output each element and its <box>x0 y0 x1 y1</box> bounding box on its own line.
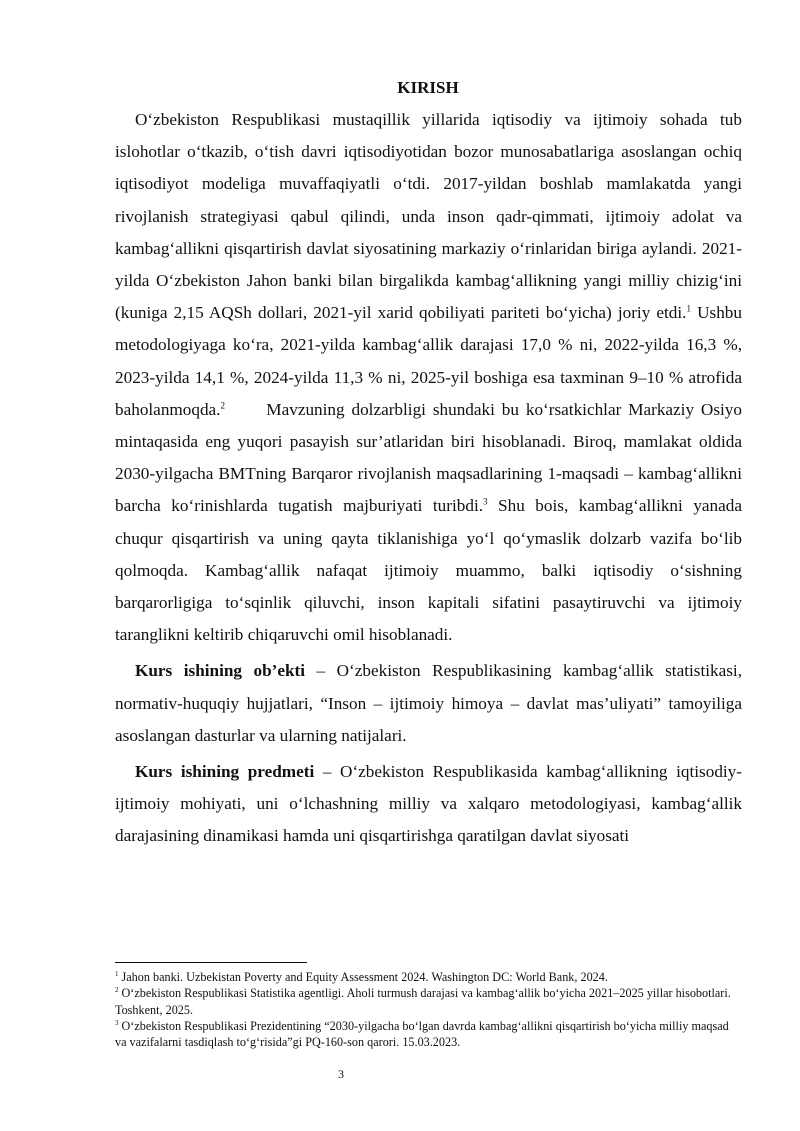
footnote-number-1: 1 <box>115 969 119 978</box>
footnote-number-2: 2 <box>115 986 119 995</box>
footnote-ref-1: 1 <box>686 303 691 314</box>
footnote-ref-2: 2 <box>220 400 225 411</box>
page-number: 3 <box>338 1067 344 1081</box>
footnote-separator <box>115 962 307 963</box>
object-label: Kurs ishining ob’ekti <box>135 661 306 681</box>
intro-text-a: O‘zbekiston Respublikasi mustaqillik yillarida iqtisodiy va ijtimoiy sohada tub islohotlar o‘tkazib, o‘tish davri iqtisodiyotidan bozor munosabatlariga asoslangan ochiq iqtisodiyot modeliga muvaffaqiyatli o‘tdi. 2017-yildan boshlab mamlakatda yangi rivojlanish strategiyasi qabul qilindi, unda inson qadr-qimmati, ijtimoiy adolat va kambag‘allikni qisqartirish davlat siyosatining markaziy o‘rinlaridan biriga aylandi. 2021-yilda O‘zbekiston Jahon banki bilan birgalikda kambag‘allikning yangi milliy chizig‘ini (kuniga 2,15 AQSh dollari, 2021-yil xarid qobiliyati pariteti bo‘yicha) joriy etdi. <box>115 110 742 323</box>
intro-paragraph <box>115 104 747 651</box>
subject-paragraph <box>115 756 742 853</box>
subject-label: Kurs ishining predmeti <box>135 762 315 782</box>
footnote-text-2: O‘zbekiston Respublikasi Statistika agentligi. Aholi turmush darajasi va kambag‘allik bo‘yicha 2021–2025 yillar hisobotlari. Toshkent, 2025. <box>115 986 731 1017</box>
footnote-text-1: Jahon banki. Uzbekistan Poverty and Equity Assessment 2024. Washington DC: World Bank, 2024. <box>121 970 608 984</box>
footnote-2 <box>115 985 742 1018</box>
subject-text: – O‘zbekiston Respublikasida kambag‘allikning iqtisodiy-ijtimoiy mohiyati, uni o‘lchashning milliy va xalqaro metodologiyasi, kambag‘allik darajasining dinamikasi hamda uni qisqartirishga qaratilgan davlat siyosati <box>115 762 742 846</box>
footnotes <box>115 969 742 1050</box>
footnote-number-3: 3 <box>115 1018 119 1027</box>
intro-text-c: Mavzuning dolzarbligi shundaki bu ko‘rsatkichlar Markaziy Osiyo mintaqasida eng yuqori pasayish sur’atlaridan biri hisoblanadi. Biroq, mamlakat oldida 2030-yilgacha BMTning Barqaror rivojlanish maqsadlarining 1-maqsadi – kambag‘allikni barcha ko‘rinishlarda tugatish majburiyati turibdi. <box>115 399 747 516</box>
body-text <box>115 104 747 853</box>
intro-text-b: Ushbu metodologiyaga ko‘ra, 2021-yilda kambag‘allik darajasi 17,0 % ni, 2022-yilda 16,3 %, 2023-yilda 14,1 %, 2024-yilda 11,3 % ni, 2025-yil boshiga esa taxminan 9–10 % atrofida baholanmoqda. <box>115 303 742 419</box>
object-paragraph <box>115 655 742 752</box>
object-text: – O‘zbekiston Respublikasining kambag‘allik statistikasi, normativ-huquqiy hujjatlari, “Inson – ijtimoiy himoya – davlat mas’uliyati” tamoyiliga asoslangan dasturlar va ularning natijalari. <box>115 661 742 745</box>
section-title: KIRISH <box>397 78 459 97</box>
footnote-3 <box>115 1018 742 1051</box>
intro-text-d: Shu bois, kambag‘allikni yanada chuqur qisqartirish va uning qayta tiklanishiga yo‘l qo‘ymaslik dolzarb vazifa bo‘lib qolmoqda. Kambag‘allik nafaqat ijtimoiy muammo, balki iqtisodiy o‘sishning barqarorligiga to‘sqinlik qiluvchi, inson kapitali sifatini pasaytiruvchi va ijtimoiy taranglikni keltirib chiqaruvchi omil hisoblanadi. <box>115 496 742 645</box>
footnote-ref-3: 3 <box>483 496 488 507</box>
footnote-text-3: O‘zbekiston Respublikasi Prezidentining “2030-yilgacha bo‘lgan davrda kambag‘allikni qisqartirish bo‘yicha milliy maqsad va vazifalarni tasdiqlash to‘g‘risida”gi PQ-160-son qarori. 15.03.2023. <box>115 1018 729 1050</box>
footnote-1 <box>115 969 742 985</box>
